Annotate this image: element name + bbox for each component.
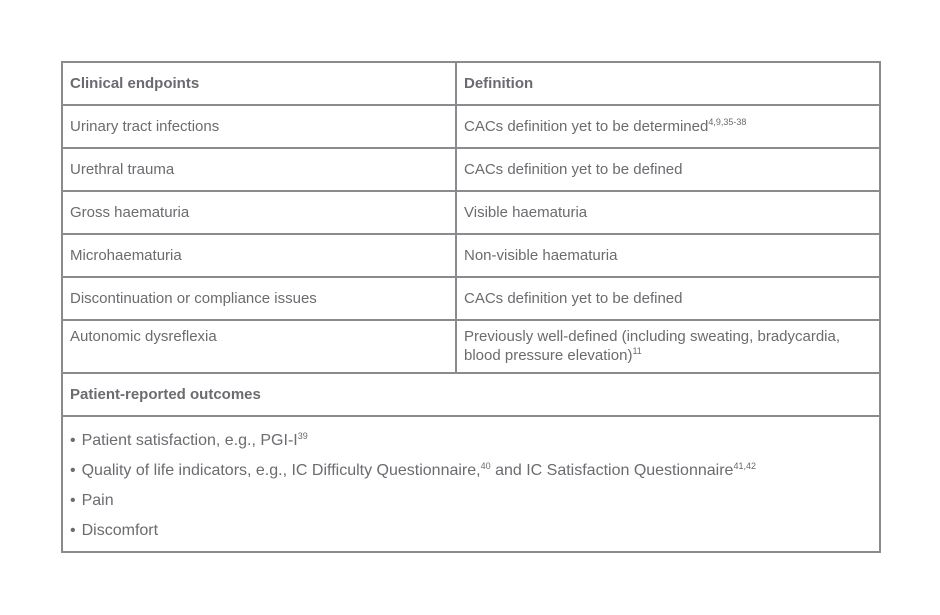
clinical-endpoints-table <box>61 61 881 553</box>
endpoint-cell: Urinary tract infections <box>62 105 456 148</box>
outcome-text: Discomfort <box>81 522 159 539</box>
table-row <box>62 234 880 277</box>
definition-cell <box>456 320 880 373</box>
list-item <box>70 461 872 481</box>
outcomes-row <box>62 416 880 552</box>
reference-superscript: 41,42 <box>733 461 756 471</box>
endpoint-cell: Discontinuation or compliance issues <box>62 277 456 320</box>
list-item <box>70 521 872 541</box>
definition-cell: CACs definition yet to be defined <box>456 148 880 191</box>
section-header-row <box>62 373 880 416</box>
outcome-text: Quality of life indicators, e.g., IC Difficulty Questionnaire, <box>81 462 481 479</box>
endpoint-cell: Urethral trauma <box>62 148 456 191</box>
table-row <box>62 191 880 234</box>
reference-superscript: 39 <box>297 431 308 441</box>
list-item <box>70 431 872 451</box>
reference-superscript: 4,9,35-38 <box>708 117 747 127</box>
table-row <box>62 148 880 191</box>
outcome-text: Pain <box>81 492 114 509</box>
list-item <box>70 491 872 511</box>
definition-cell: CACs definition yet to be defined <box>456 277 880 320</box>
reference-superscript: 40 <box>480 461 491 471</box>
header-definition: Definition <box>456 62 880 105</box>
endpoint-cell: Gross haematuria <box>62 191 456 234</box>
table-header-row <box>62 62 880 105</box>
table-row <box>62 320 880 373</box>
definition-cell <box>456 105 880 148</box>
outcomes-list <box>70 431 872 541</box>
endpoint-cell: Microhaematuria <box>62 234 456 277</box>
outcome-text-continued: and IC Satisfaction Questionnaire <box>490 462 734 479</box>
header-clinical-endpoints: Clinical endpoints <box>62 62 456 105</box>
table-row <box>62 105 880 148</box>
definition-cell: Non-visible haematuria <box>456 234 880 277</box>
outcomes-cell <box>62 416 880 552</box>
outcome-text: Patient satisfaction, e.g., PGI-I <box>81 432 298 449</box>
definition-text: CACs definition yet to be determined <box>464 118 709 135</box>
section-title-patient-reported-outcomes: Patient-reported outcomes <box>62 373 880 416</box>
endpoint-cell: Autonomic dysreflexia <box>62 320 456 373</box>
definition-text: Previously well-defined (including sweating, bradycardia, blood pressure elevation) <box>464 328 841 364</box>
definition-cell: Visible haematuria <box>456 191 880 234</box>
reference-superscript: 11 <box>632 346 642 356</box>
table-row <box>62 277 880 320</box>
